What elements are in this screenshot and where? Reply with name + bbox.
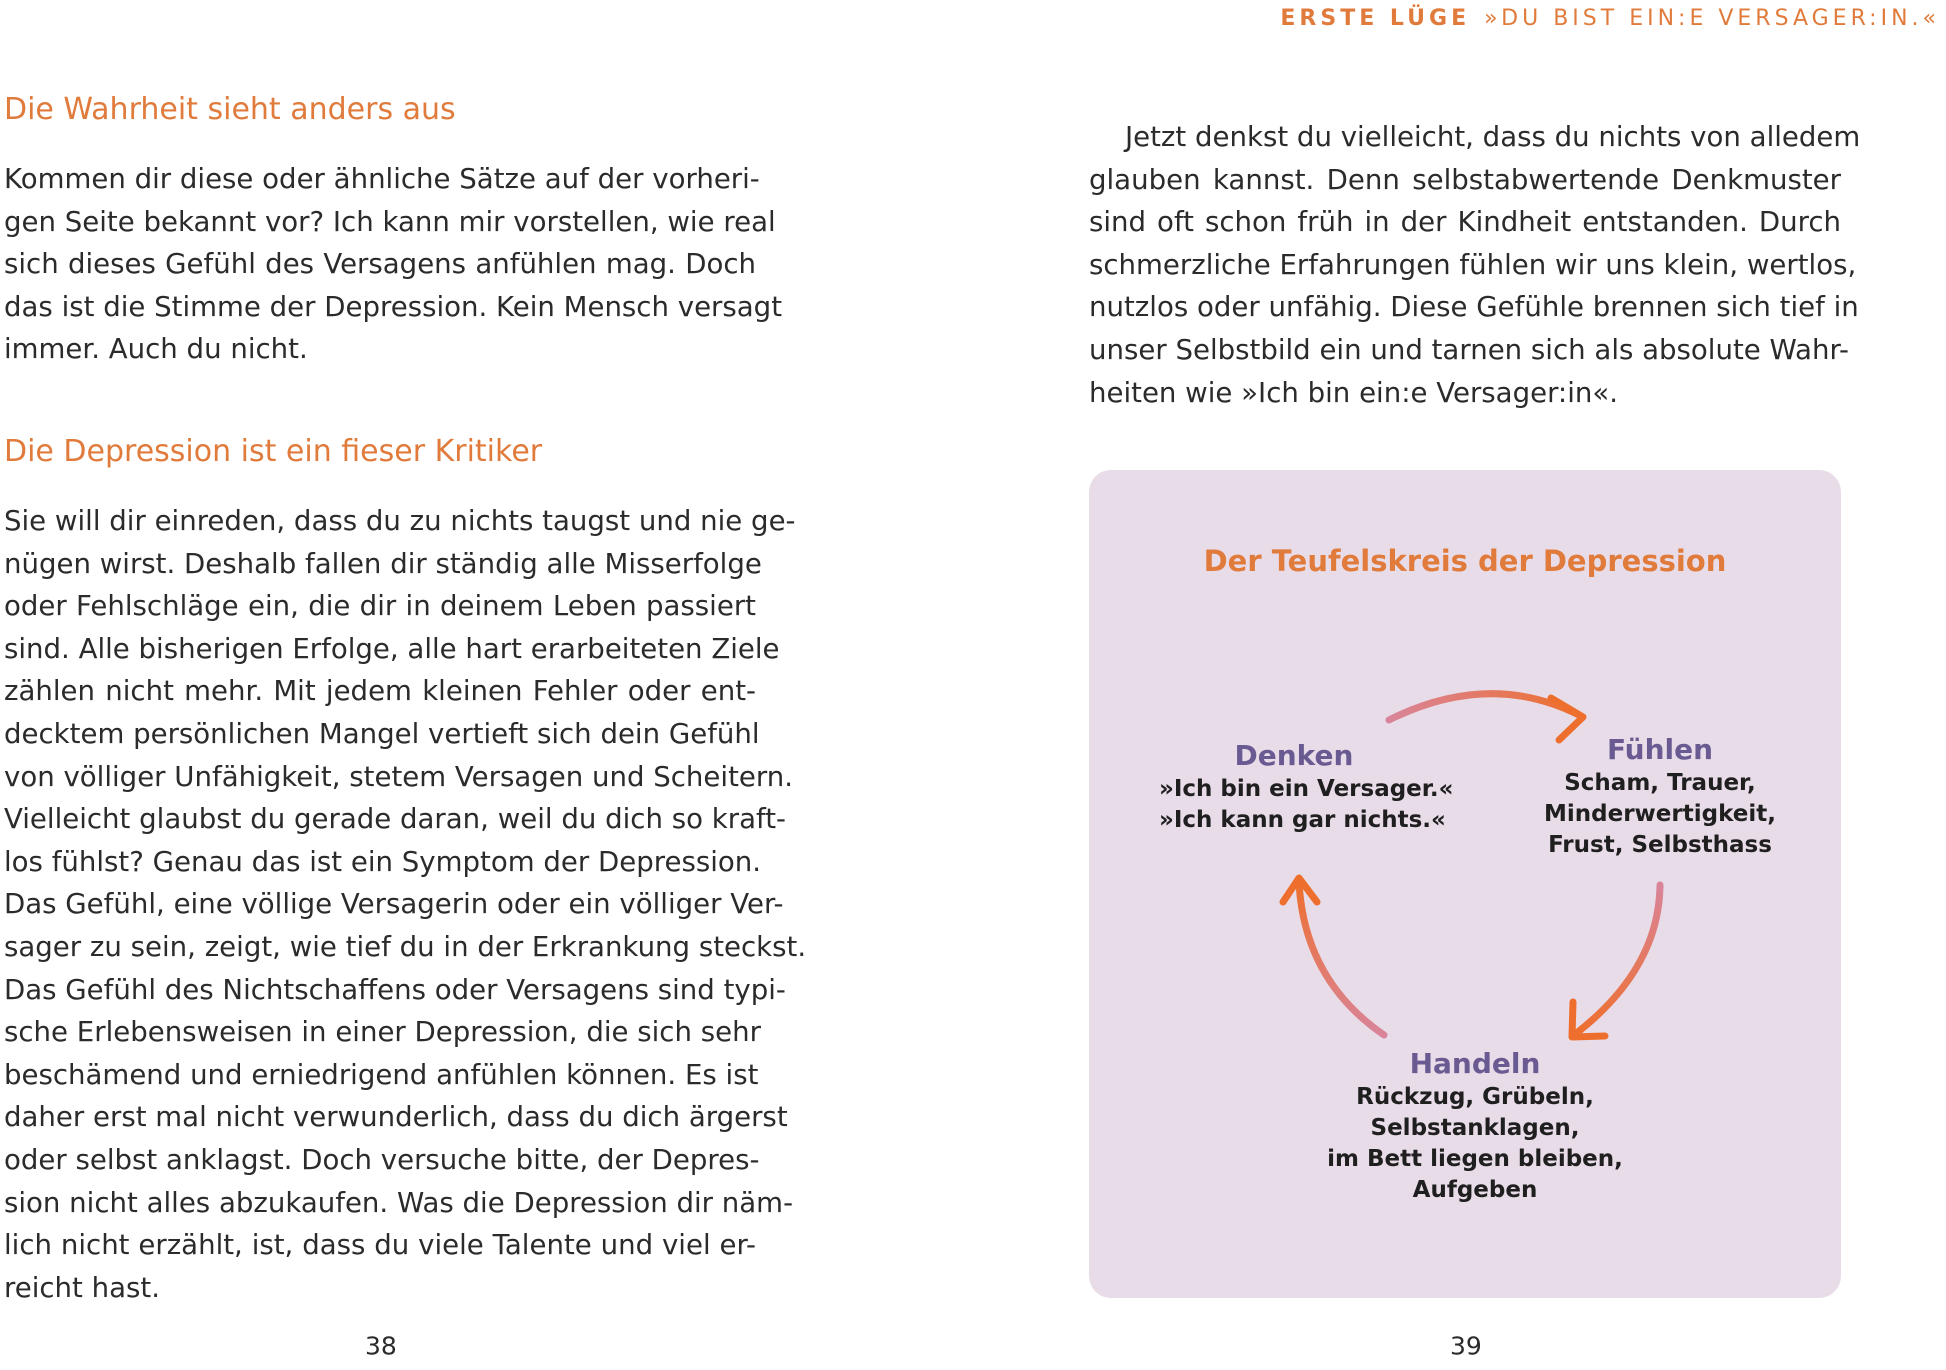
text-line: reicht hast. <box>4 1270 160 1304</box>
node-handeln <box>1325 1046 1625 1206</box>
vicious-circle-diagram <box>1089 470 1841 1298</box>
text-line: Das Gefühl des Nichtschaffens oder Versagens sind typi- <box>4 972 786 1006</box>
text-line: sich dieses Gefühl des Versagens anfühlen mag. Doch <box>4 247 756 281</box>
section-heading-truth: Die Wahrheit sieht anders aus <box>4 92 456 127</box>
text-line: gen Seite bekannt vor? Ich kann mir vorstellen, wie real <box>4 204 776 238</box>
node-fuehlen <box>1525 732 1795 861</box>
text-line: zählen nicht mehr. Mit jedem kleinen Fehler oder ent- <box>4 674 756 708</box>
node-line: Minderwertigkeit, <box>1544 801 1776 827</box>
text-line: Sie will dir einreden, dass du zu nichts taugst und nie ge- <box>4 504 796 537</box>
text-line: Vielleicht glaubst du gerade daran, weil du dich so kraft- <box>4 802 787 836</box>
page-number-right: 39 <box>1450 1331 1482 1361</box>
node-line: Frust, Selbsthass <box>1548 832 1772 858</box>
text-line: nutzlos oder unfähig. Diese Gefühle brennen sich tief in <box>1089 290 1859 324</box>
node-title: Handeln <box>1409 1047 1541 1080</box>
text-line: sind oft schon früh in der Kindheit entstanden. Durch <box>1089 205 1841 239</box>
node-line: Selbstanklagen, <box>1370 1115 1580 1141</box>
running-head-title: »DU BIST EIN:E VERSAGER:IN.« <box>1484 6 1940 31</box>
page-number-left: 38 <box>365 1331 397 1361</box>
text-line: Das Gefühl, eine völlige Versagerin oder ein völliger Ver- <box>4 887 784 921</box>
arrow-fuehlen-to-handeln <box>1574 885 1660 1035</box>
node-title: Denken <box>1234 739 1354 772</box>
text-line: Kommen dir diese oder ähnliche Sätze auf der vorheri- <box>4 162 760 195</box>
text-line: decktem persönlichen Mangel vertieft sich dein Gefühl <box>4 716 760 750</box>
text-line: sager zu sein, zeigt, wie tief du in der Erkrankung steckst. <box>4 929 807 963</box>
text-line: lich nicht erzählt, ist, dass du viele Talente und viel er- <box>4 1228 756 1262</box>
text-line: oder selbst anklagst. Doch versuche bitte, der Depres- <box>4 1142 760 1176</box>
text-line: glauben kannst. Denn selbstabwertende Denkmuster <box>1089 162 1841 196</box>
right-page <box>973 0 1946 1370</box>
paragraph-thoughts <box>1089 116 1861 414</box>
node-line: Rückzug, Grübeln, <box>1356 1084 1594 1110</box>
text-line: heiten wie »Ich bin ein:e Versager:in«. <box>1089 375 1619 409</box>
text-line: von völliger Unfähigkeit, stetem Versagen und Scheitern. <box>4 759 793 793</box>
text-line: sche Erlebensweisen in einer Depression, die sich sehr <box>4 1015 761 1049</box>
text-line: sion nicht alles abzukaufen. Was die Depression dir näm- <box>4 1185 794 1219</box>
text-line: los fühlst? Genau das ist ein Symptom der Depression. <box>4 844 762 878</box>
text-line: schmerzliche Erfahrungen fühlen wir uns klein, wertlos, <box>1089 247 1857 281</box>
node-line: Aufgeben <box>1412 1177 1538 1203</box>
diagram-title: Der Teufelskreis der Depression <box>1203 544 1727 578</box>
text-line: das ist die Stimme der Depression. Kein Mensch versagt <box>4 289 783 323</box>
section-heading-critic: Die Depression ist ein fieser Kritiker <box>4 434 543 469</box>
text-line: unser Selbstbild ein und tarnen sich als absolute Wahr- <box>1089 332 1849 366</box>
node-line: »Ich bin ein Versager.« <box>1159 776 1454 802</box>
text-line: oder Fehlschläge ein, die dir in deinem Leben passiert <box>4 589 756 623</box>
arrow-handeln-to-denken <box>1299 882 1384 1035</box>
running-head-chapter: ERSTE LÜGE <box>1280 6 1471 31</box>
text-line: beschämend und erniedrigend anfühlen können. Es ist <box>4 1057 759 1091</box>
node-title: Fühlen <box>1606 733 1714 766</box>
paragraph-critic <box>4 500 807 1309</box>
paragraph-truth <box>4 158 783 371</box>
running-head <box>1280 6 1940 31</box>
text-line: immer. Auch du nicht. <box>4 332 308 366</box>
node-denken <box>1159 738 1454 836</box>
text-line: sind. Alle bisherigen Erfolge, alle hart erarbeiteten Ziele <box>4 631 780 665</box>
text-line: nügen wirst. Deshalb fallen dir ständig alle Misserfolge <box>4 546 762 580</box>
text-line: Jetzt denkst du vielleicht, dass du nichts von alledem <box>1125 120 1861 153</box>
node-line: im Bett liegen bleiben, <box>1327 1146 1623 1172</box>
text-line: daher erst mal nicht verwunderlich, dass du dich ärgerst <box>4 1100 788 1134</box>
node-line: »Ich kann gar nichts.« <box>1159 807 1446 833</box>
node-line: Scham, Trauer, <box>1564 770 1756 796</box>
